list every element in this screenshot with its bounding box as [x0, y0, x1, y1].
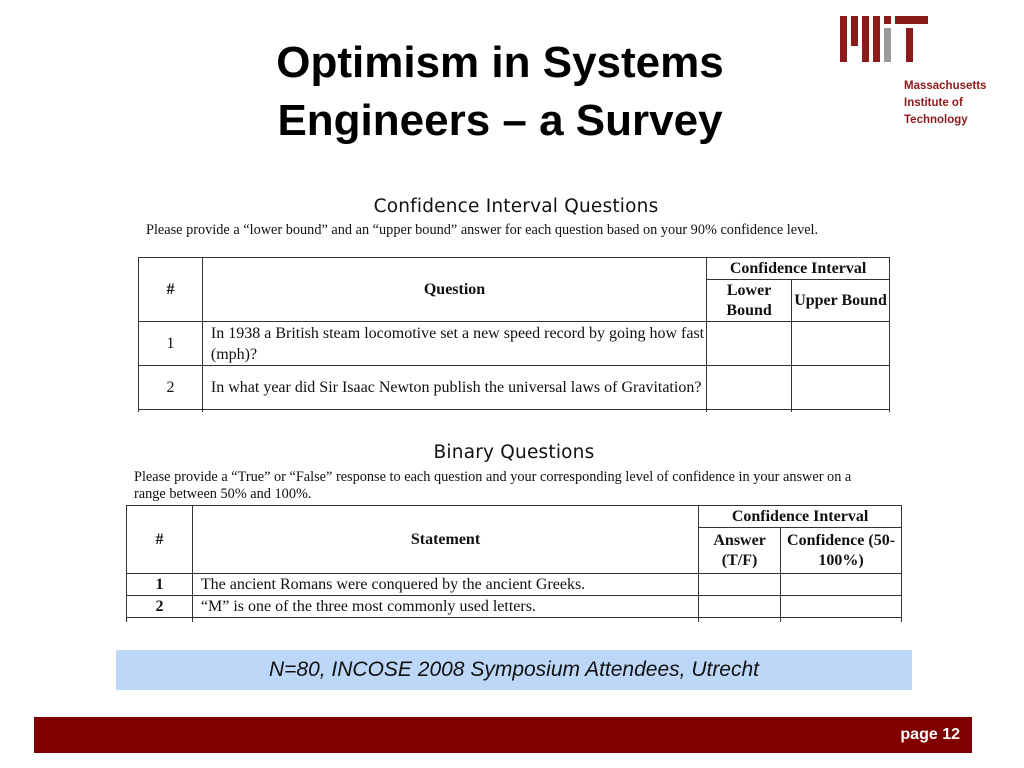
- binary-heading: Binary Questions: [433, 442, 595, 463]
- row-number: 1: [139, 322, 203, 366]
- table-row: [139, 366, 890, 410]
- mit-logo-mark-icon: [838, 14, 938, 64]
- confidence-interval-survey: [136, 184, 896, 412]
- col-upper-header: Upper Bound: [792, 280, 890, 322]
- row-question: In what year did Sir Isaac Newton publish the universal laws of Gravitation?: [202, 366, 706, 410]
- answer-cell: [699, 596, 781, 618]
- col-question-header: Question: [202, 258, 706, 322]
- row-question: In 1938 a British steam locomotive set a new speed record by going how fast (mph)?: [202, 322, 706, 366]
- logo-line-2: Institute of: [904, 97, 963, 109]
- answer-cell: [699, 574, 781, 596]
- row-number: 1: [127, 574, 193, 596]
- row-statement: “M” is one of the three most commonly used letters.: [192, 596, 698, 618]
- table-row: [139, 322, 890, 366]
- col-answer-header: Answer (T/F): [699, 528, 781, 574]
- col-confidence-header: Confidence (50-100%): [781, 528, 902, 574]
- col-lower-header: Lower Bound: [707, 280, 792, 322]
- table-row: [127, 574, 902, 596]
- table-row: [127, 596, 902, 618]
- row-number: 2: [139, 366, 203, 410]
- col-group-header: Confidence Interval: [699, 506, 902, 528]
- mit-logo: [838, 14, 1008, 126]
- binary-instructions: Please provide a “True” or “False” response to each question and your corresponding level of confidence in your answer on a range between 50% and 100%.: [134, 469, 852, 502]
- table-row-cut: [127, 618, 902, 623]
- confidence-instructions: Please provide a “lower bound” and an “upper bound” answer for each question based on your 90% confidence level.: [146, 222, 819, 238]
- binary-table: [126, 505, 902, 622]
- mit-logo-text: [904, 78, 986, 129]
- confidence-table: [138, 257, 890, 412]
- col-number-header: #: [127, 506, 193, 574]
- binary-questions-survey: [124, 436, 904, 622]
- lower-bound-cell: [707, 322, 792, 366]
- slide-title: [150, 34, 850, 150]
- col-statement-header: Statement: [192, 506, 698, 574]
- footer-bar: [34, 717, 972, 753]
- lower-bound-cell: [707, 366, 792, 410]
- logo-line-1: Massachusetts: [904, 80, 987, 92]
- slide-title-line-1: Optimism in Systems: [276, 38, 724, 87]
- row-number: 2: [127, 596, 193, 618]
- table-row-cut: [139, 410, 890, 413]
- logo-line-3: Technology: [904, 114, 968, 126]
- survey-caption: N=80, INCOSE 2008 Symposium Attendees, Utrecht: [116, 650, 912, 690]
- slide-title-line-2: Engineers – a Survey: [277, 96, 723, 145]
- col-group-header: Confidence Interval: [707, 258, 890, 280]
- page-number: page 12: [900, 726, 960, 743]
- upper-bound-cell: [792, 366, 890, 410]
- upper-bound-cell: [792, 322, 890, 366]
- row-statement: The ancient Romans were conquered by the ancient Greeks.: [192, 574, 698, 596]
- confidence-cell: [781, 574, 902, 596]
- confidence-heading: Confidence Interval Questions: [373, 196, 659, 217]
- col-number-header: #: [139, 258, 203, 322]
- confidence-cell: [781, 596, 902, 618]
